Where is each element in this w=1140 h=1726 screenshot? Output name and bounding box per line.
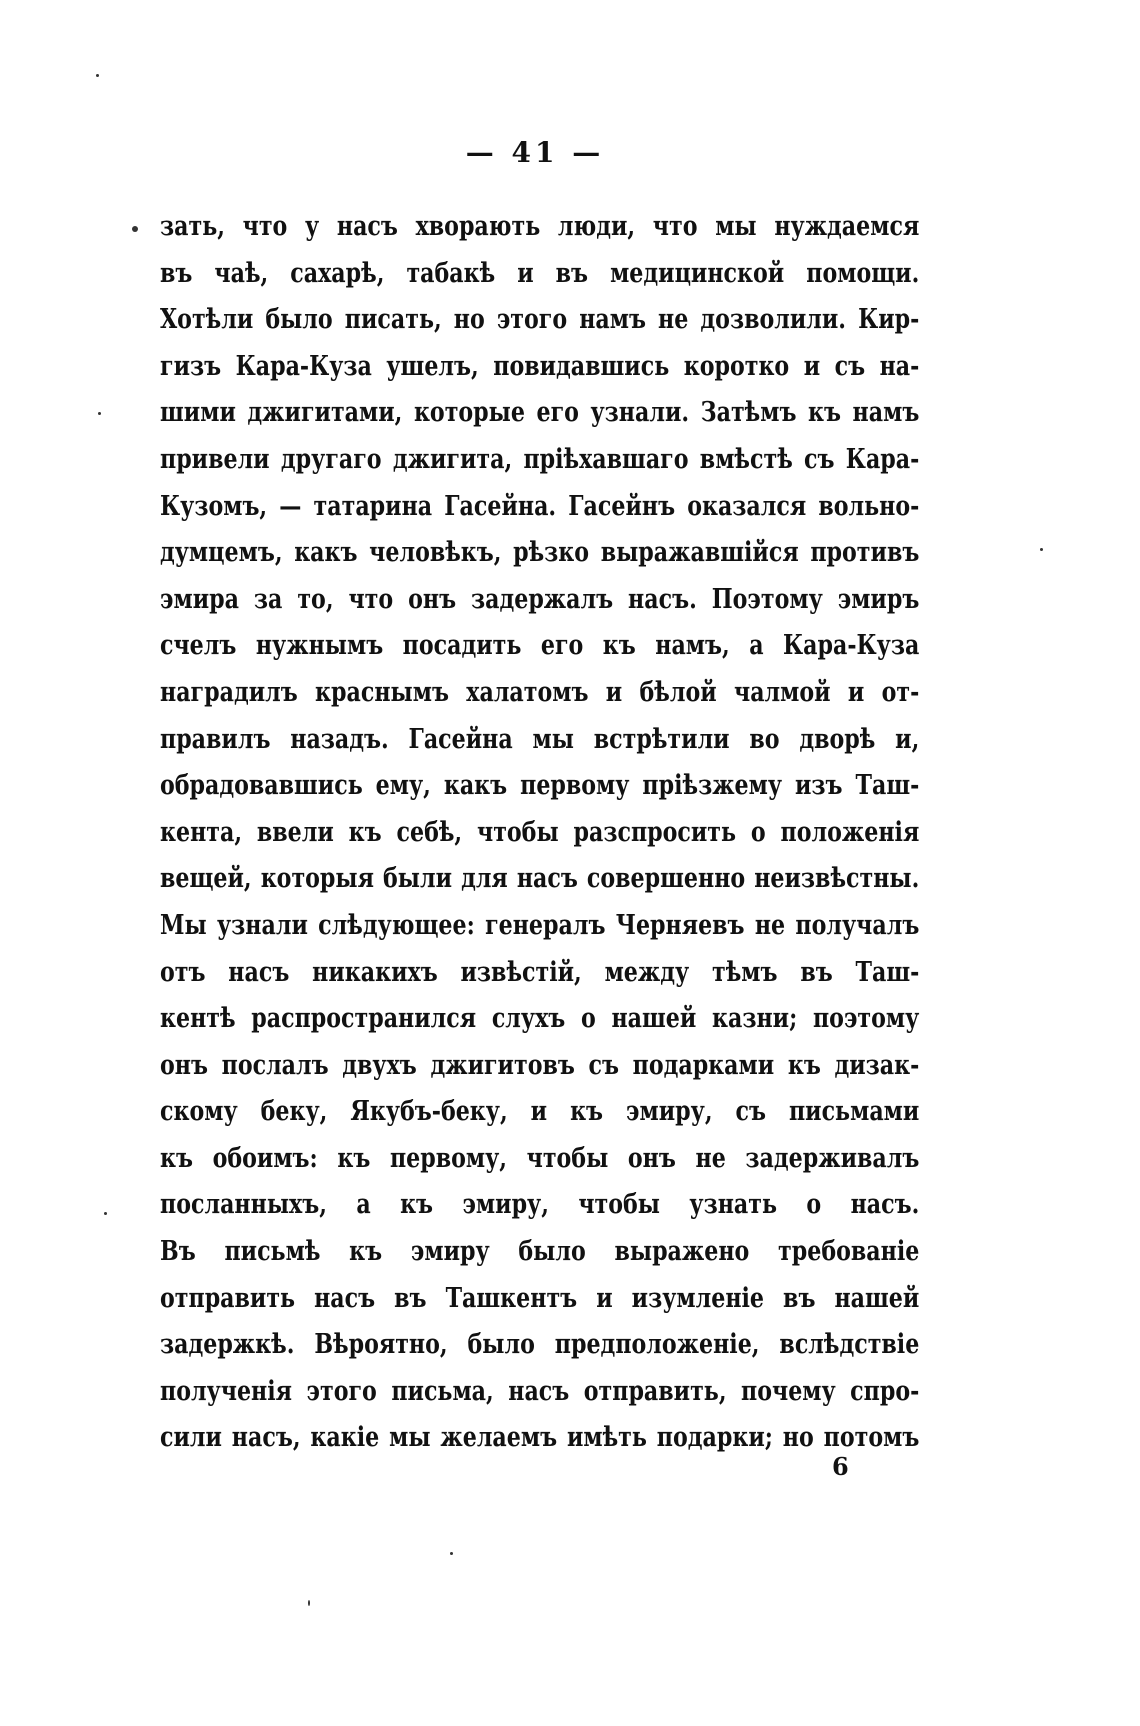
- text-line: къ обоимъ: къ первому, чтобы онъ не задерживалъ: [160, 1142, 920, 1174]
- text-line: вещей, которыя были для насъ совершенно неизвѣстны.: [160, 863, 920, 895]
- signature-mark: 6: [832, 1452, 849, 1481]
- text-line: кентѣ распространился слухъ о нашей казни; поэтому: [160, 1003, 920, 1035]
- text-line: наградилъ краснымъ халатомъ и бѣлой чалмой и от-: [160, 676, 920, 708]
- text-line: задержкѣ. Вѣроятно, было предположеніе, вслѣдствіе: [160, 1329, 920, 1361]
- text-line: отправить насъ въ Ташкентъ и изумленіе въ нашей: [160, 1282, 920, 1314]
- text-line: Мы узнали слѣдующее: генералъ Черняевъ не получалъ: [160, 909, 920, 941]
- print-speck: [450, 1552, 453, 1555]
- text-line: шими джигитами, которые его узнали. Затѣмъ къ намъ: [160, 397, 920, 429]
- print-speck: [96, 74, 99, 77]
- text-line: полученія этого письма, насъ отправить, почему спро-: [160, 1375, 920, 1407]
- text-line: Въ письмѣ къ эмиру было выражено требованіе: [160, 1236, 920, 1268]
- text-line: Кузомъ, — татарина Гасейна. Гасейнъ оказался вольно-: [160, 490, 920, 522]
- text-line: посланныхъ, а къ эмиру, чтобы узнать о насъ.: [160, 1189, 920, 1221]
- text-line: кента, ввели къ себѣ, чтобы разспросить о положенія: [160, 816, 920, 848]
- text-line: правилъ назадъ. Гасейна мы встрѣтили во дворѣ и,: [160, 723, 920, 755]
- print-speck: [98, 412, 101, 415]
- text-line: гизъ Кара-Куза ушелъ, повидавшись коротко и съ на-: [160, 350, 920, 382]
- text-line: въ чаѣ, сахарѣ, табакѣ и въ медицинской помощи.: [160, 257, 920, 289]
- text-line: эмира за то, что онъ задержалъ насъ. Поэтому эмиръ: [160, 583, 920, 615]
- page-number-header: — 41 —: [465, 136, 605, 169]
- text-line: счелъ нужнымъ посадить его къ намъ, а Кара-Куза: [160, 630, 920, 662]
- text-line: зать, что у насъ хворають люди, что мы нуждаемся: [160, 211, 920, 242]
- body-text: [160, 204, 920, 1462]
- text-line: отъ насъ никакихъ извѣстій, между тѣмъ въ Таш-: [160, 956, 920, 988]
- print-speck: [132, 226, 138, 232]
- text-line: онъ послалъ двухъ джигитовъ съ подарками къ дизак-: [160, 1049, 920, 1081]
- text-line: скому беку, Якубъ-беку, и къ эмиру, съ письмами: [160, 1096, 920, 1128]
- text-line: сили насъ, какіе мы желаемъ имѣть подарки; но потомъ: [160, 1422, 920, 1454]
- print-speck: [308, 1600, 310, 1606]
- text-line: привели другаго джигита, пріѣхавшаго вмѣстѣ съ Кара-: [160, 443, 920, 475]
- text-line: обрадовавшись ему, какъ первому пріѣзжему изъ Таш-: [160, 770, 920, 802]
- print-speck: [104, 1212, 107, 1215]
- text-line: Хотѣли было писать, но этого намъ не дозволили. Кир-: [160, 304, 920, 336]
- text-line: думцемъ, какъ человѣкъ, рѣзко выражавшійся противъ: [160, 537, 920, 569]
- print-speck: [1040, 548, 1043, 551]
